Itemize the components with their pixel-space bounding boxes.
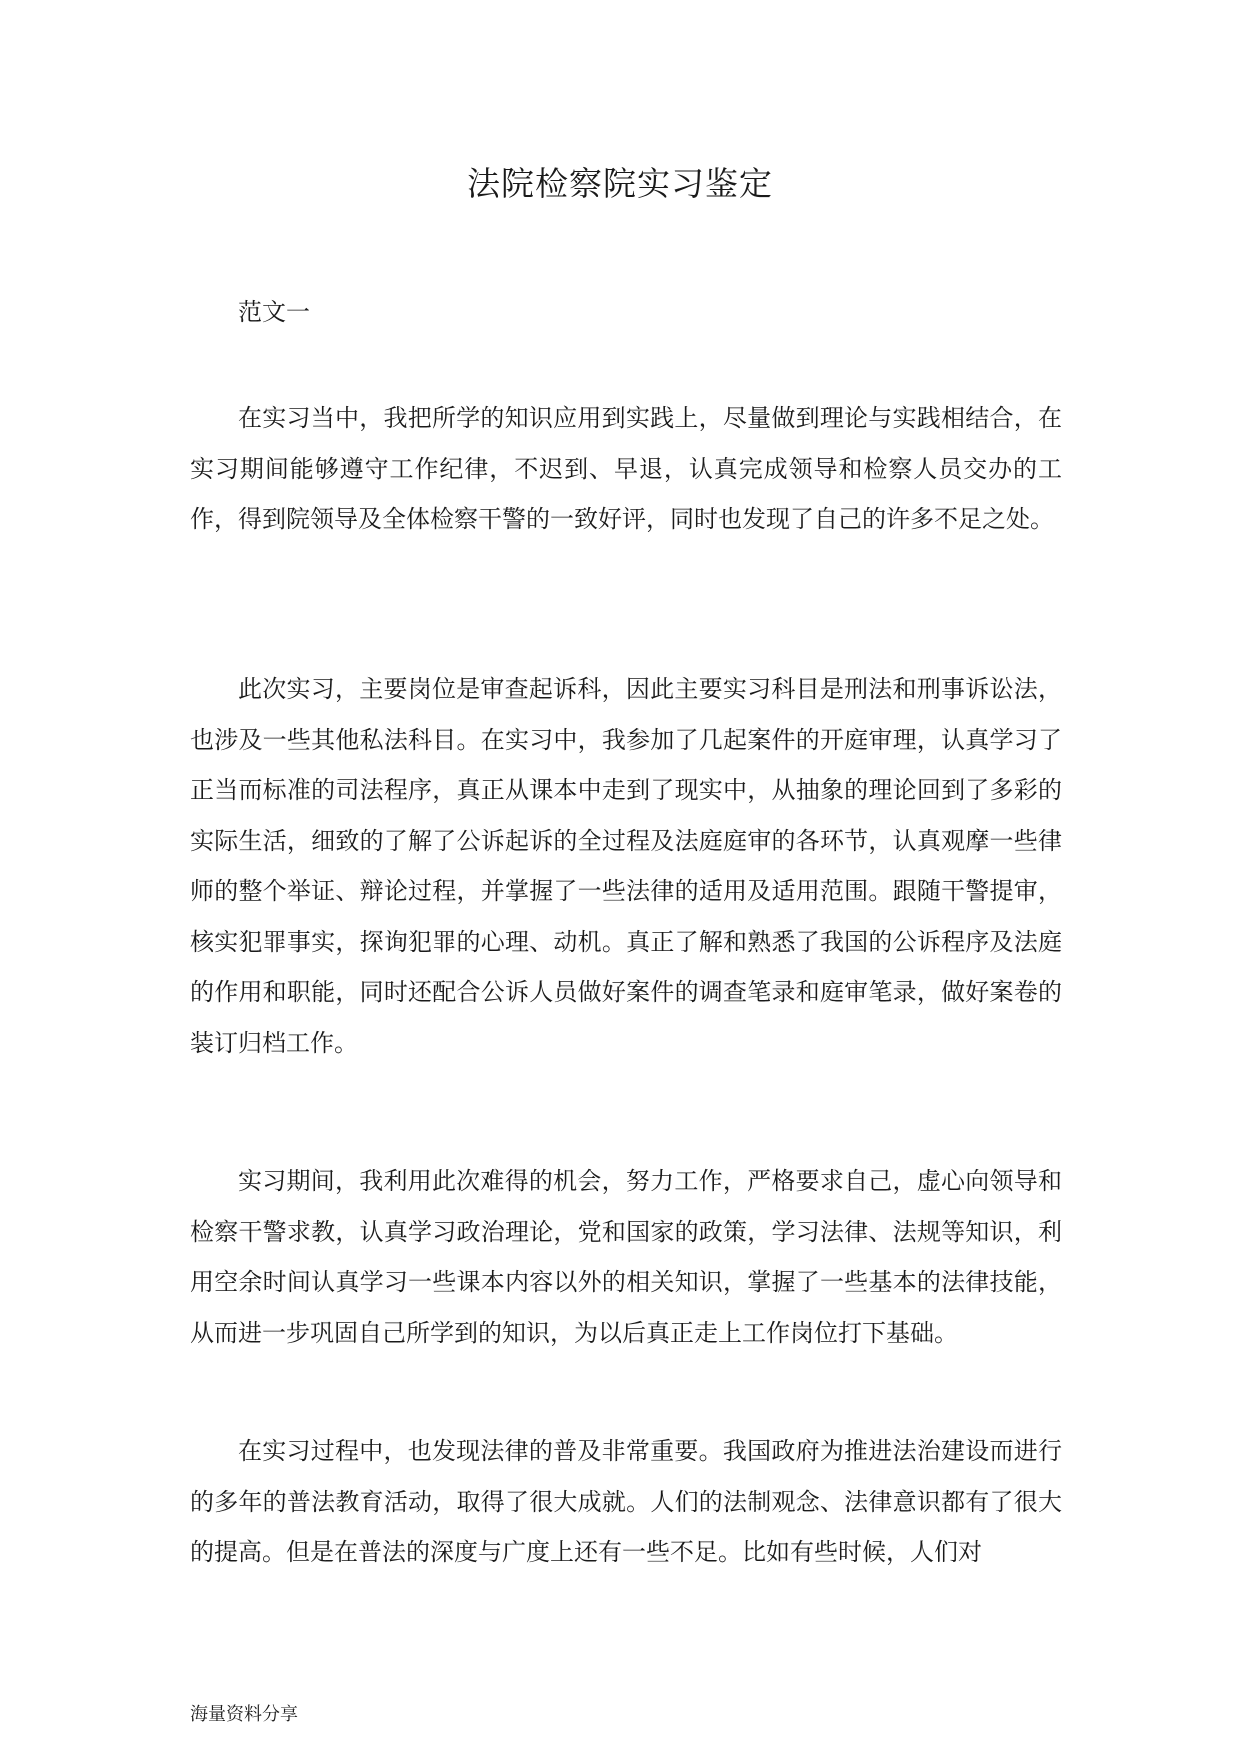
page-footer: 海量资料分享 <box>190 1704 298 1725</box>
paragraph-1: 在实习当中，我把所学的知识应用到实践上，尽量做到理论与实践相结合，在实习期间能够遵守工作纪律，不迟到、早退，认真完成领导和检察人员交办的工作，得到院领导及全体检察干警的一致好评，同时也发现了自己的许多不足之处。 <box>190 404 1062 533</box>
section-heading: 范文一 <box>238 298 310 326</box>
paragraph-2: 此次实习，主要岗位是审查起诉科，因此主要实习科目是刑法和刑事诉讼法，也涉及一些其他私法科目。在实习中，我参加了几起案件的开庭审理，认真学习了正当而标准的司法程序，真正从课本中走到了现实中，从抽象的理论回到了多彩的实际生活，细致的了解了公诉起诉的全过程及法庭庭审的各环节，认真观摩一些律师的整个举证、辩论过程，并掌握了一些法律的适用及适用范围。跟随干警提审，核实犯罪事实，探询犯罪的心理、动机。真正了解和熟悉了我国的公诉程序及法庭的作用和职能，同时还配合公诉人员做好案件的调查笔录和庭审笔录，做好案卷的装订归档工作。 <box>190 675 1062 1057</box>
document-title: 法院检察院实习鉴定 <box>467 164 773 203</box>
paragraph-3: 实习期间，我利用此次难得的机会，努力工作，严格要求自己，虚心向领导和检察干警求教，认真学习政治理论，党和国家的政策，学习法律、法规等知识，利用空余时间认真学习一些课本内容以外的相关知识，掌握了一些基本的法律技能，从而进一步巩固自己所学到的知识，为以后真正走上工作岗位打下基础。 <box>190 1167 1062 1347</box>
paragraph-4: 在实习过程中，也发现法律的普及非常重要。我国政府为推进法治建设而进行的多年的普法教育活动，取得了很大成就。人们的法制观念、法律意识都有了很大的提高。但是在普法的深度与广度上还有一些不足。比如有些时候，人们对 <box>190 1437 1062 1566</box>
